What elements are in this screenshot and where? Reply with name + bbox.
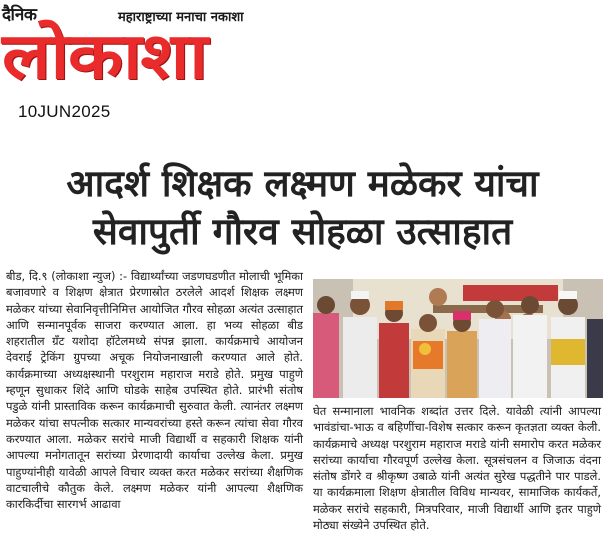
event-photo [313,279,603,398]
masthead-tagline: महाराष्ट्राच्या मनाचा नकाशा [118,10,244,25]
newspaper-logo [2,22,322,92]
masthead [0,0,605,98]
headline-line-1: आदर्श शिक्षक लक्ष्मण मळेकर यांचा [66,162,539,205]
article-column-right: घेत सन्मानाला भावनिक शब्दांत उत्तर दिले. यावेळी त्यांनी आपल्या भावंडांचा-भाऊ व बहिणींचा-विशेष सत्कार करून कृतज्ञता व्यक्त केली. कार्यक्रमाचे अध्यक्ष परशुराम महाराज मराडे यांनी समारोप करत मळेकर सरांच्या कार्याचा गौरवपूर्ण उल्लेख केला. सूत्रसंचलन व जिजाऊ वंदना संतोष डोंगरे व श्रीकृष्ण उबाळे यांनी अत्यंत सुरेख पद्धतीने पार पाडले. या कार्यक्रमाला शिक्षण क्षेत्रातील विविध मान्यवर, सामाजिक कार्यकर्ते, मळेकर सरांचे सहकारी, मित्रपरिवार, माजी विद्यार्थी आणि इतर पाहुणे मोठ्या संख्येने उपस्थित होते. [313,404,601,533]
masthead-prefix: दैनिक [2,5,37,25]
logo-text: लोकाशा [2,20,207,94]
event-photo-image [313,279,603,398]
publication-date: 10JUN2025 [18,102,111,121]
article-column-left: बीड, दि.९ (लोकाशा न्युज) :- विद्यार्थ्यांच्या जडणघडणीत मोलाची भूमिका बजावणारे व शिक्षण क्षेत्रात प्रेरणास्रोत ठरलेले आदर्श शिक्षक लक्ष्मण मळेकर यांच्या सेवानिवृत्तीनिमित्त आयोजित गौरव सोहळा अत्यंत उत्साहात आणि सन्मानपूर्वक साजरा करण्यात आला. हा भव्य सोहळा बीड शहरातील ग्रँट यशोदा हॉटेलमध्ये संपन्न झाला. कार्यक्रमाचे आयोजन देवराई ट्रेकिंग ग्रुपच्या अचूक नियोजनाखाली करण्यात आले होते. कार्यक्रमाच्या अध्यक्षस्थानी परशुराम महाराज मराडे होते. प्रमुख पाहुणे म्हणून सुधाकर शिंदे आणि घोडके साहेब उपस्थित होते. प्रारंभी संतोष पडुळे यांनी प्रास्ताविक करून कार्यक्रमाची सुरुवात केली. त्यानंतर लक्ष्मण मळेकर यांचा सपत्नीक सत्कार मान्यवरांच्या हस्ते करून त्यांचा सेवा गौरव करण्यात आला. मळेकर सरांचे माजी विद्यार्थी व सहकारी शिक्षक यांनी आपल्या मनोगतातून सरांच्या प्रेरणादायी कार्याचा उल्लेख केला. प्रमुख पाहुण्यांनीही यावेळी आपले विचार व्यक्त करत मळेकर सरांच्या शैक्षणिक वाटचालीचे कौतुक केले. लक्ष्मण मळेकर यांनी आपल्या शैक्षणिक कारकिर्दीचा सारगर्भ आढावा [6,269,303,512]
headline [0,160,605,256]
headline-line-2: सेवापुर्ती गौरव सोहळा उत्साहात [92,210,513,253]
